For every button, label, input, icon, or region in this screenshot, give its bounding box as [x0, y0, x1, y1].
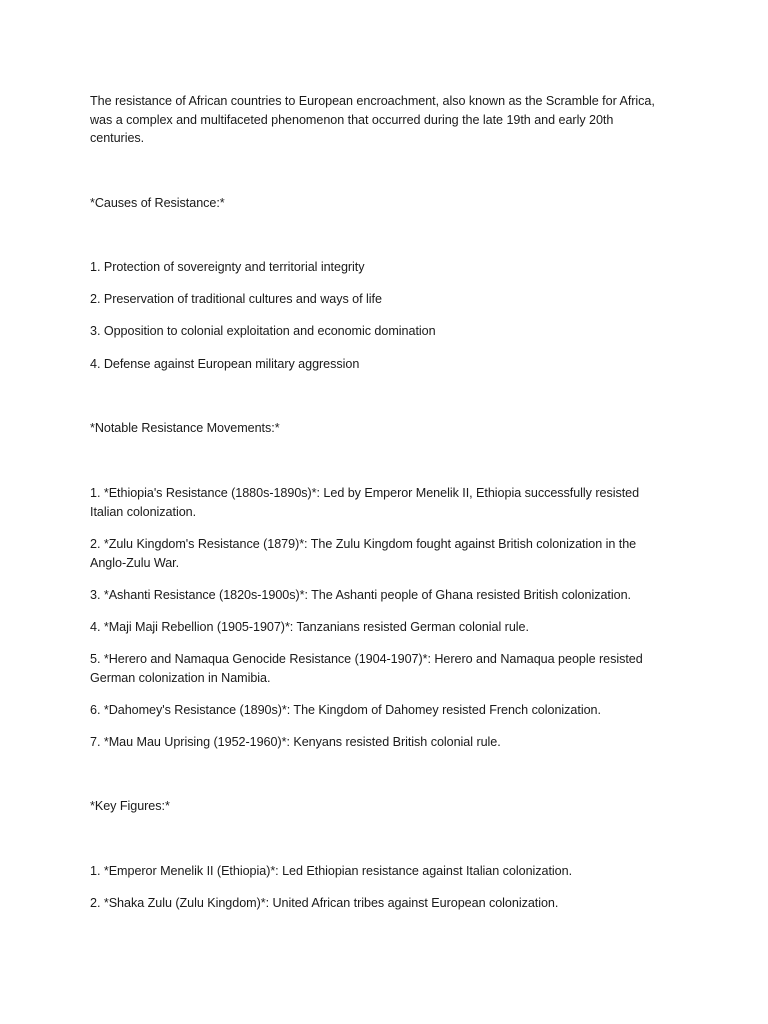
causes-item-4: 4. Defense against European military aggression	[90, 357, 360, 371]
causes-item-3: 3. Opposition to colonial exploitation and economic domination	[90, 324, 436, 338]
causes-item-2: 2. Preservation of traditional cultures and ways of life	[90, 292, 382, 306]
movements-item-6: 6. *Dahomey's Resistance (1890s)*: The Kingdom of Dahomey resisted French colonization.	[90, 703, 601, 717]
figures-item-2: 2. *Shaka Zulu (Zulu Kingdom)*: United African tribes against European colonization.	[90, 896, 559, 910]
figures-item-1: 1. *Emperor Menelik II (Ethiopia)*: Led Ethiopian resistance against Italian colonization.	[90, 864, 573, 878]
movements-item-4: 4. *Maji Maji Rebellion (1905-1907)*: Tanzanians resisted German colonial rule.	[90, 620, 529, 634]
movements-item-1: 1. *Ethiopia's Resistance (1880s-1890s)*: Led by Emperor Menelik II, Ethiopia successfully resisted Italian colonization.	[90, 486, 640, 519]
movements-heading: *Notable Resistance Movements:*	[90, 421, 280, 435]
movements-item-2: 2. *Zulu Kingdom's Resistance (1879)*: The Zulu Kingdom fought against British colonization in the Anglo-Zulu War.	[90, 537, 637, 570]
causes-heading: *Causes of Resistance:*	[90, 196, 225, 210]
causes-item-1: 1. Protection of sovereignty and territorial integrity	[90, 260, 365, 274]
movements-item-3: 3. *Ashanti Resistance (1820s-1900s)*: The Ashanti people of Ghana resisted British colonization.	[90, 588, 631, 602]
figures-heading: *Key Figures:*	[90, 799, 170, 813]
movements-item-7: 7. *Mau Mau Uprising (1952-1960)*: Kenyans resisted British colonial rule.	[90, 735, 501, 749]
movements-item-5: 5. *Herero and Namaqua Genocide Resistance (1904-1907)*: Herero and Namaqua people resisted German colonization in Namibia.	[90, 652, 643, 685]
intro-paragraph: The resistance of African countries to European encroachment, also known as the Scramble for Africa, was a complex and multifaceted phenomenon that occurred during the late 19th and early 20th centuries.	[90, 94, 655, 145]
